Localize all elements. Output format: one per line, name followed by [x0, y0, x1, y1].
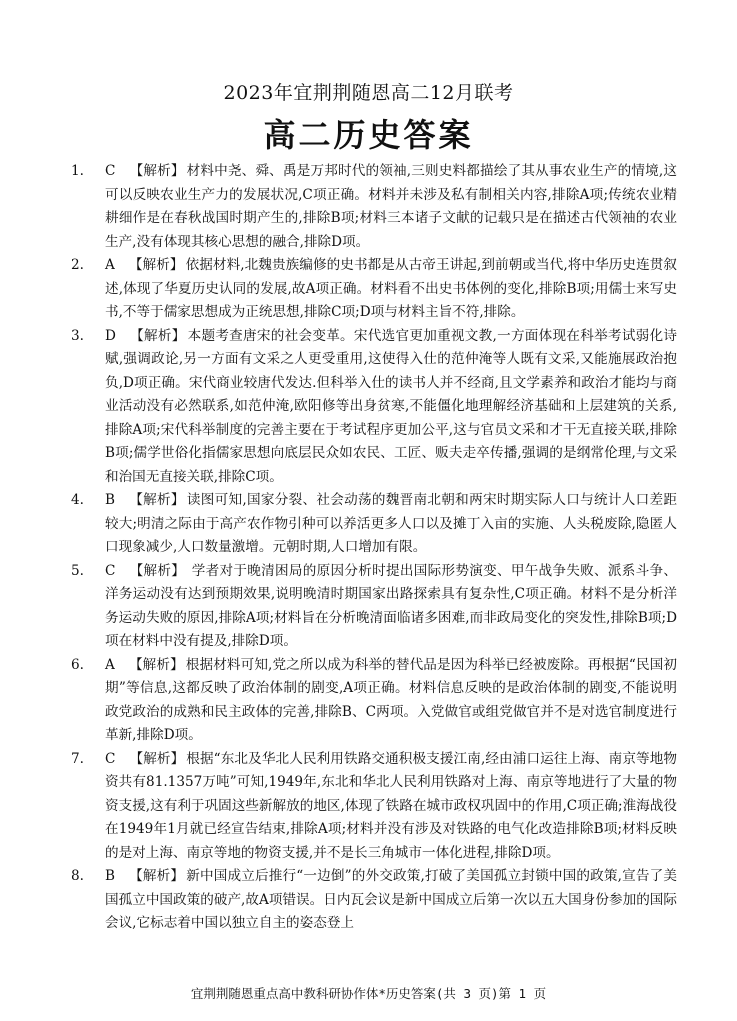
item-explanation: 读图可知,国家分裂、社会动荡的魏晋南北朝和两宋时期实际人口与统计人口差距较大;明清之际由于高产农作物引种可以养活更多人口以及摊丁入亩的实施、人头税废除,隐匿人口现象减少,人口数量激增。元朝时期,人口增加有限。: [105, 492, 678, 555]
item-number: 8.: [71, 868, 84, 884]
item-explanation: 依据材料,北魏贵族编修的史书都是从古帝王讲起,到前朝或当代,将中华历史连贯叙述,体现了华夏历史认同的发展,故A项正确。材料看不出史书体例的变化,排除B项;用儒士来写史书,不等于儒家思想成为正统思想,排除C项;D项与材料主旨不符,排除。: [105, 257, 678, 320]
item-number: 2.: [71, 257, 84, 273]
item-number: 1.: [71, 163, 84, 179]
item-answer: D: [105, 327, 116, 344]
item-answer: B: [105, 492, 115, 508]
item-explanation: 新中国成立后推行“一边倒”的外交政策,打破了美国孤立封锁中国的政策,宣告了美国孤立中国政策的破产,故A项错误。日内瓦会议是新中国成立后第一次以五大国身份参加的国际会议,它标志着中国以独立自主的姿态登上: [105, 868, 677, 931]
answer-item: [71, 865, 677, 936]
item-answer: C: [105, 562, 116, 579]
analysis-tag: 【解析】: [128, 656, 184, 673]
answer-item: [71, 325, 677, 490]
analysis-tag: 【解析】: [129, 562, 186, 579]
item-answer: C: [105, 163, 116, 179]
item-number: 3.: [71, 327, 84, 344]
page-footer: 宜荆荆随恩重点高中教科研协作体*历史答案(共 3 页)第 1 页: [190, 986, 547, 1001]
answer-item: [71, 654, 677, 748]
item-explanation: 根据材料可知,党之所以成为科举的替代品是因为科举已经被废除。再根据“民国初期”等信息,这都反映了政治体制的剧变,A项正确。材料信息反映的是政治体制的剧变,不能说明政党政治的成熟和民主政体的完善,排除B、C两项。入党做官或组党做官并不是对选官制度进行革新,排除D项。: [105, 656, 677, 743]
item-number: 7.: [71, 750, 84, 767]
item-answer: A: [105, 257, 115, 273]
answer-item: [71, 160, 677, 254]
answer-item: [71, 748, 677, 866]
analysis-tag: 【解析】: [129, 868, 185, 884]
answer-list: [71, 160, 677, 936]
item-explanation: 材料中尧、舜、禹是万邦时代的领袖,三则史料都描绘了其从事农业生产的情境,这可以反映农业生产力的发展状况,C项正确。材料并未涉及私有制相关内容,排除A项;传统农业精耕细作是在春秋战国时期产生的,排除B项;材料三本诸子文献的记载只是在描述古代领袖的农业生产,没有体现其核心思想的融合,排除D项。: [105, 163, 678, 250]
exam-header: 2023年宜荆荆随恩高二12月联考: [223, 82, 514, 104]
analysis-tag: 【解析】: [129, 492, 185, 508]
item-number: 5.: [71, 562, 84, 579]
page-title: 高二历史答案: [263, 116, 474, 154]
analysis-tag: 【解析】: [129, 163, 185, 179]
item-explanation: 根据“东北及华北人民利用铁路交通积极支援江南,经由浦口运往上海、南京等地物资共有81.1357万吨”可知,1949年,东北和华北人民利用铁路对上海、南京等地进行了大量的物资支援,这有利于巩固这些新解放的地区,体现了铁路在城市政权巩固中的作用,C项正确;淮海战役在1949年1月就已经宣告结束,排除A项;材料并没有涉及对铁路的电气化改造排除B项;材料反映的是对上海、南京等地的物资支援,并不是长三角城市一体化进程,排除D项。: [105, 750, 677, 861]
item-answer: B: [105, 868, 115, 884]
analysis-tag: 【解析】: [129, 750, 185, 767]
item-number: 4.: [71, 492, 84, 508]
answer-item: [71, 560, 677, 654]
answer-item: [71, 254, 677, 325]
answer-item: [71, 489, 677, 560]
analysis-tag: 【解析】: [128, 257, 184, 273]
item-answer: A: [105, 656, 115, 673]
analysis-tag: 【解析】: [129, 327, 186, 344]
item-explanation: 学者对于晚清困局的原因分析时提出国际形势演变、甲午战争失败、派系斗争、洋务运动没有达到预期效果,说明晚清时期国家出路探索具有复杂性,C项正确。材料不是分析洋务运动失败的原因,排除A项;材料旨在分析晚清面临诸多困难,而非政局变化的突发性,排除B项;D项在材料中没有提及,排除D项。: [105, 562, 677, 649]
item-explanation: 本题考查唐宋的社会变革。宋代选官更加重视文教,一方面体现在科举考试弱化诗赋,强调政论,另一方面有文采之人更受重用,这使得入仕的范仲淹等人既有文采,又能施展政治抱负,D项正确。宋代商业较唐代发达.但科举入仕的读书人并不经商,且文学素养和政治才能均与商业活动没有必然联系,如范仲淹,欧阳修等出身贫寒,不能僵化地理解经济基础和上层建筑的关系,排除A项;宋代科举制度的完善主要在于考试程序更加公平,这与官员文采和才干无直接关联,排除B项;儒学世俗化指儒家思想向底层民众如农民、工匠、贩夫走卒传播,强调的是纲常伦理,与文采和治国无直接关联,排除C项。: [105, 327, 677, 485]
item-number: 6.: [71, 656, 84, 673]
item-answer: C: [105, 750, 116, 767]
